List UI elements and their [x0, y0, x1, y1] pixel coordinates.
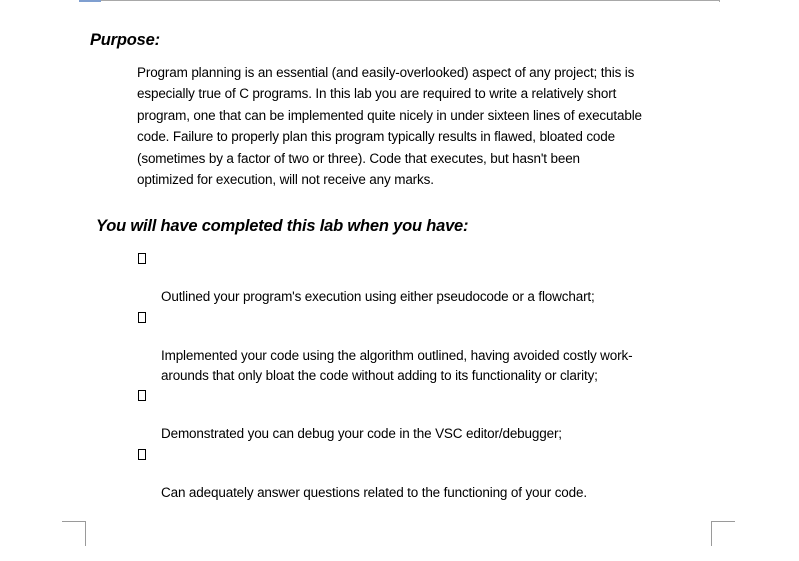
checkbox-icon	[138, 390, 146, 401]
margin-corner-mark-left	[62, 521, 86, 546]
checkbox-icon	[138, 312, 146, 323]
page-top-border	[79, 0, 720, 1]
checklist-item	[137, 444, 712, 503]
checklist-item-text: Implemented your code using the algorithm outlined, having avoided costly work- arounds that only bloat the code without adding to its functionality or clarity;	[161, 347, 633, 383]
checklist-item	[137, 248, 712, 307]
purpose-paragraph: Program planning is an essential (and easily-overlooked) aspect of any project; this is especially true of C programs. In this lab you are required to write a relatively short program, one that can be implemented quite nicely in under sixteen lines of executable code. Failure to properly plan this program typically results in flawed, bloated code (sometimes by a factor of two or three). Code that executes, but hasn't been optimized for execution, will not receive any marks.	[137, 65, 642, 188]
checklist-item	[137, 307, 712, 385]
page-top-right-tick	[719, 0, 720, 2]
purpose-heading: Purpose:	[90, 31, 160, 49]
checklist-item-text: Can adequately answer questions related to the functioning of your code.	[161, 485, 587, 501]
checklist-item-text: Outlined your program's execution using either pseudocode or a flowchart;	[161, 289, 595, 305]
page-top-accent	[79, 0, 101, 2]
checkbox-icon	[138, 253, 146, 264]
checkbox-icon	[138, 449, 146, 460]
completion-checklist	[137, 248, 712, 503]
margin-corner-mark-right	[711, 521, 735, 546]
checklist-item	[137, 385, 712, 444]
completion-heading: You will have completed this lab when you have:	[96, 217, 469, 235]
checklist-item-text: Demonstrated you can debug your code in the VSC editor/debugger;	[161, 426, 562, 442]
